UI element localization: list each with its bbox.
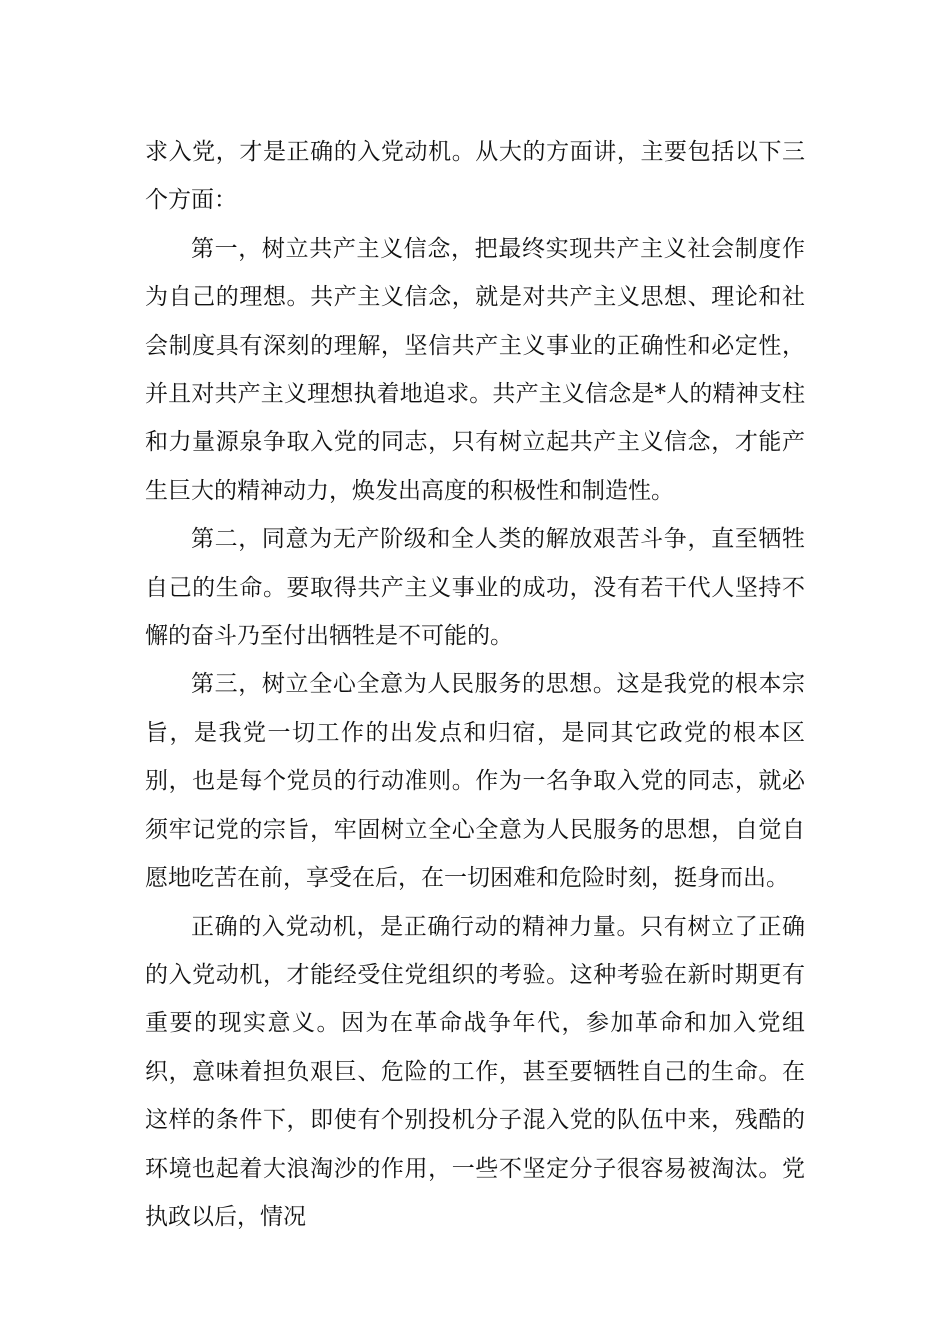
paragraph-intro-continuation: 求入党，才是正确的入党动机。从大的方面讲，主要包括以下三个方面： [145, 139, 805, 214]
paragraph-point-three: 第三，树立全心全意为人民服务的思想。这是我党的根本宗旨，是我党一切工作的出发点和归宿，是同其它政党的根本区别，也是每个党员的行动准则。作为一名争取入党的同志，就必须牢记党的宗旨，牢固树立全心全意为人民服务的思想，自觉自愿地吃苦在前，享受在后，在一切困难和危险时刻，挺身而出。 [145, 671, 805, 892]
paragraph-correct-motive: 正确的入党动机，是正确行动的精神力量。只有树立了正确的入党动机，才能经受住党组织的考验。这种考验在新时期更有重要的现实意义。因为在革命战争年代，参加革命和加入党组织，意味着担负艰巨、危险的工作，甚至要牺牲自己的生命。在这样的条件下，即使有个别投机分子混入党的队伍中来，残酷的环境也起着大浪淘沙的作用，一些不坚定分子很容易被淘汰。党执政以后，情况 [145, 913, 805, 1230]
paragraph-point-two: 第二，同意为无产阶级和全人类的解放艰苦斗争，直至牺牲自己的生命。要取得共产主义事业的成功，没有若干代人坚持不懈的奋斗乃至付出牺牲是不可能的。 [145, 526, 805, 650]
paragraph-point-one: 第一，树立共产主义信念，把最终实现共产主义社会制度作为自己的理想。共产主义信念，就是对共产主义思想、理论和社会制度具有深刻的理解，坚信共产主义事业的正确性和必定性，并且对共产主义理想执着地追求。共产主义信念是*人的精神支柱和力量源泉争取入党的同志，只有树立起共产主义信念，才能产生巨大的精神动力，焕发出高度的积极性和制造性。 [145, 235, 805, 504]
document-body [145, 128, 805, 1241]
